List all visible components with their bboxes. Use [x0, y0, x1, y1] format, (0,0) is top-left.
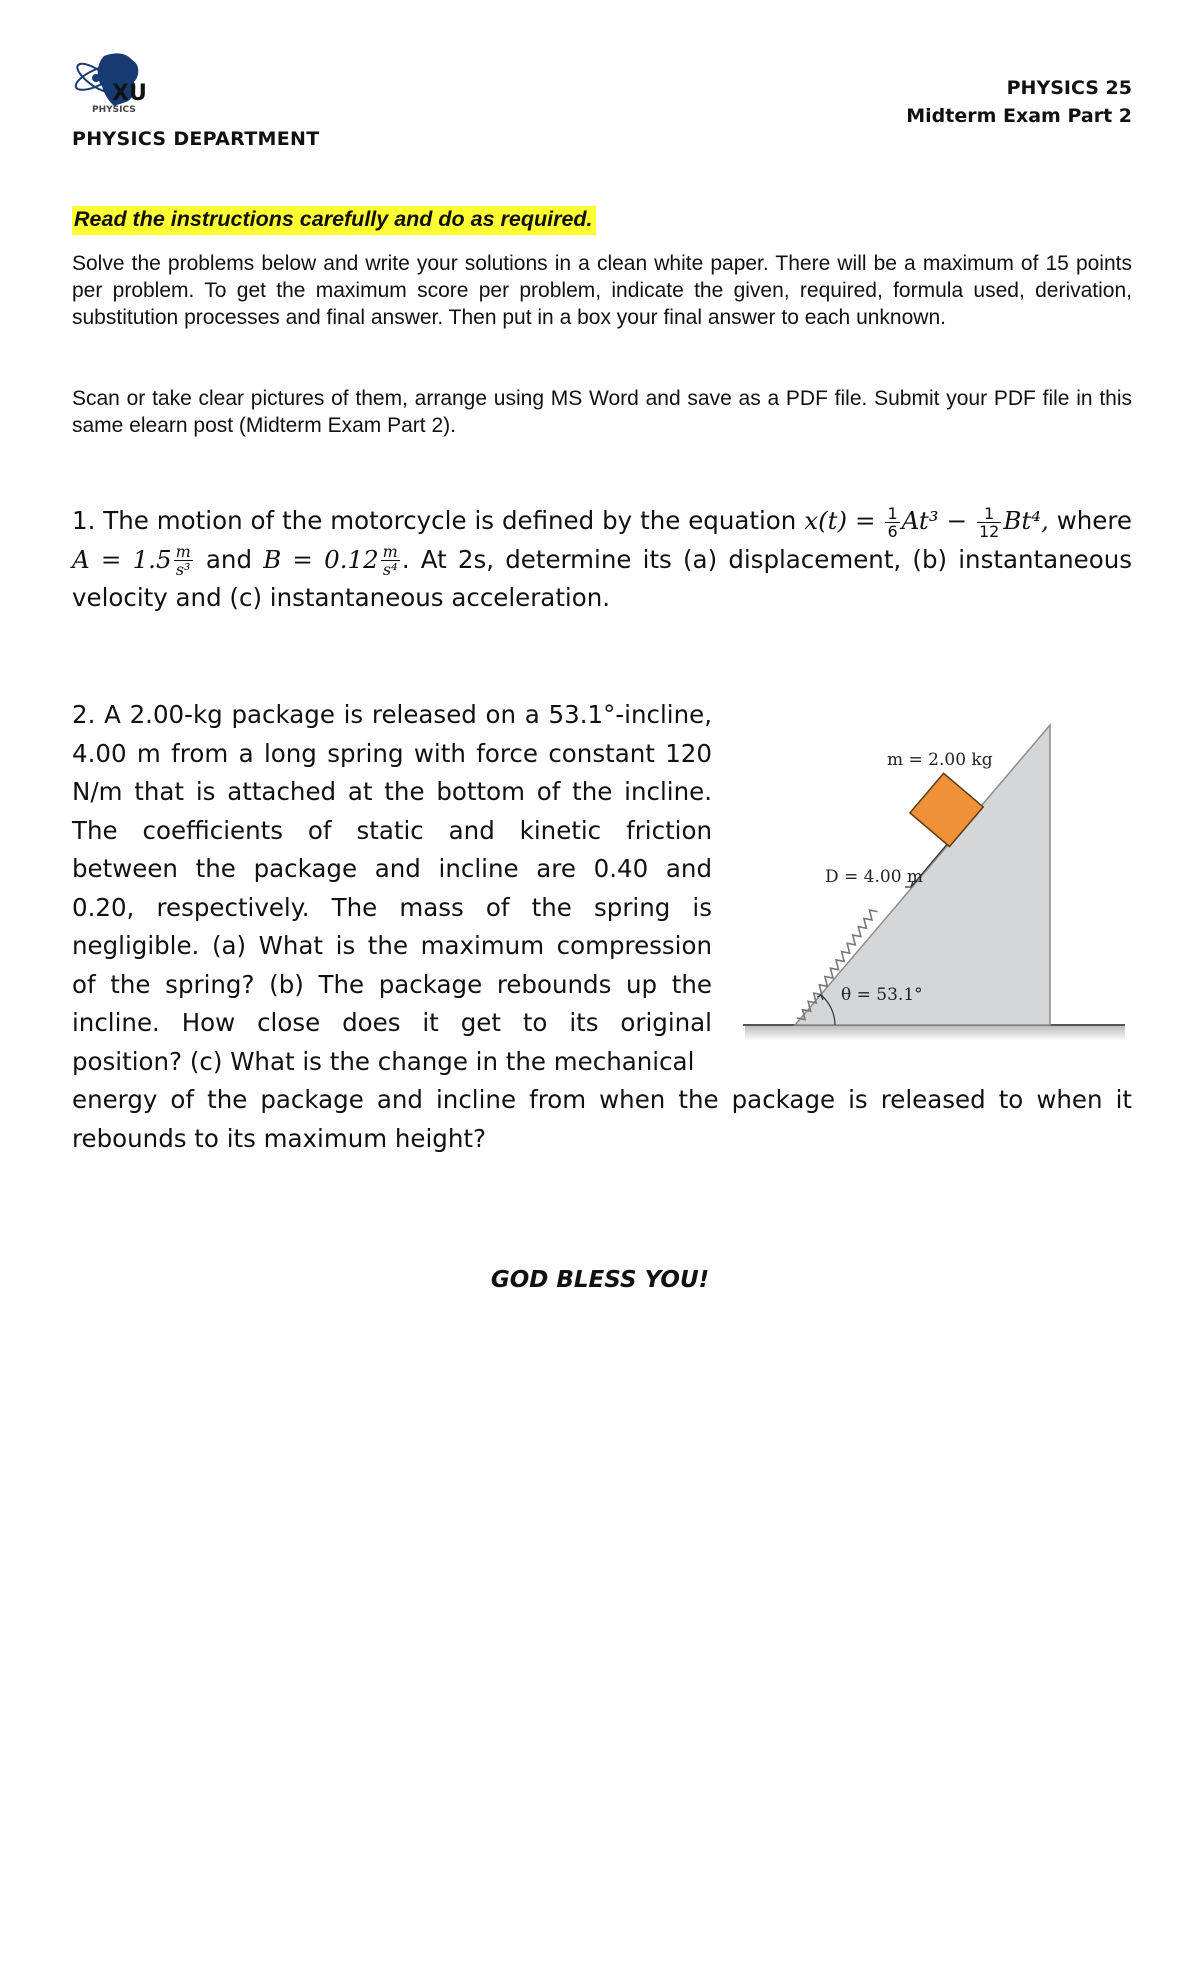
unit-b: $\frac{m}{\text{s⁴}}$: [382, 542, 398, 579]
mass-label: m = 2.00 kg: [887, 750, 993, 770]
problem-1-text-d: . At 2s, determine its (a) displacement, (b) instantaneous velocity and (c) instantaneous acceleration.: [72, 544, 1133, 612]
incline-diagram: [735, 715, 1135, 1045]
exam-title: Midterm Exam Part 2: [906, 105, 1132, 127]
equation-term-2: Bt⁴,: [1003, 506, 1049, 535]
department-name: PHYSICS DEPARTMENT: [72, 128, 320, 150]
xu-physics-logo: [70, 50, 170, 116]
course-code: PHYSICS 25: [1006, 77, 1132, 99]
problem-1-text-c: and: [194, 544, 264, 574]
equation-lhs: x(t) =: [804, 506, 884, 535]
constant-a: A = 1.5: [72, 544, 172, 574]
floor-shadow: [745, 1025, 1125, 1041]
unit-a: $\frac{m}{\text{s³}}$: [175, 542, 191, 579]
problem-1-text-b: where: [1048, 506, 1132, 535]
problem-1: [72, 502, 1132, 618]
fraction-one-twelfth: $\frac{1}{12}$: [978, 503, 1000, 541]
angle-label: θ = 53.1°: [841, 985, 923, 1005]
logo-subtext: PHYSICS: [92, 105, 136, 115]
instructions-paragraph-2: Scan or take clear pictures of them, arrange using MS Word and save as a PDF file. Submit your PDF file in this same elearn post (Midterm Exam Part 2).: [72, 387, 1132, 437]
logo-text: XU: [112, 81, 147, 106]
problem-2-wrapped-text: 2. A 2.00-kg package is released on a 53.1°-incline, 4.00 m from a long spring with force constant 120 N/m that is attached at the bottom of the incline. The coefficients of static and kinetic friction between the package and incline are 0.40 and 0.20, respectively. The mass of the spring is negligible. (a) What is the maximum compression of the spring? (b) The package rebounds up the incline. How close does it get to its original position? (c) What is the change in the mechanical: [72, 700, 712, 1076]
course-header: [906, 74, 1132, 130]
equation-term-1: At³ −: [901, 506, 975, 535]
closing-blessing: GOD BLESS YOU!: [490, 1267, 710, 1293]
instructions-title: Read the instructions carefully and do as required.: [72, 206, 596, 235]
problem-1-text-a: 1. The motion of the motorcycle is defined by the equation: [72, 506, 805, 535]
distance-label: D = 4.00 m: [825, 867, 924, 887]
constant-b: B = 0.12: [263, 544, 379, 574]
fraction-one-sixth: $\frac{1}{6}$: [887, 503, 898, 541]
instructions-paragraph-1: Solve the problems below and write your solutions in a clean white paper. There will be a maximum of 15 points per problem. To get the maximum score per problem, indicate the given, required, formula used, derivation, substitution processes and final answer. Then put in a box your final answer to each unknown.: [72, 252, 1132, 329]
problem-2-full-width-text: energy of the package and incline from when the package is released to when it rebounds to its maximum height?: [72, 1085, 1132, 1153]
